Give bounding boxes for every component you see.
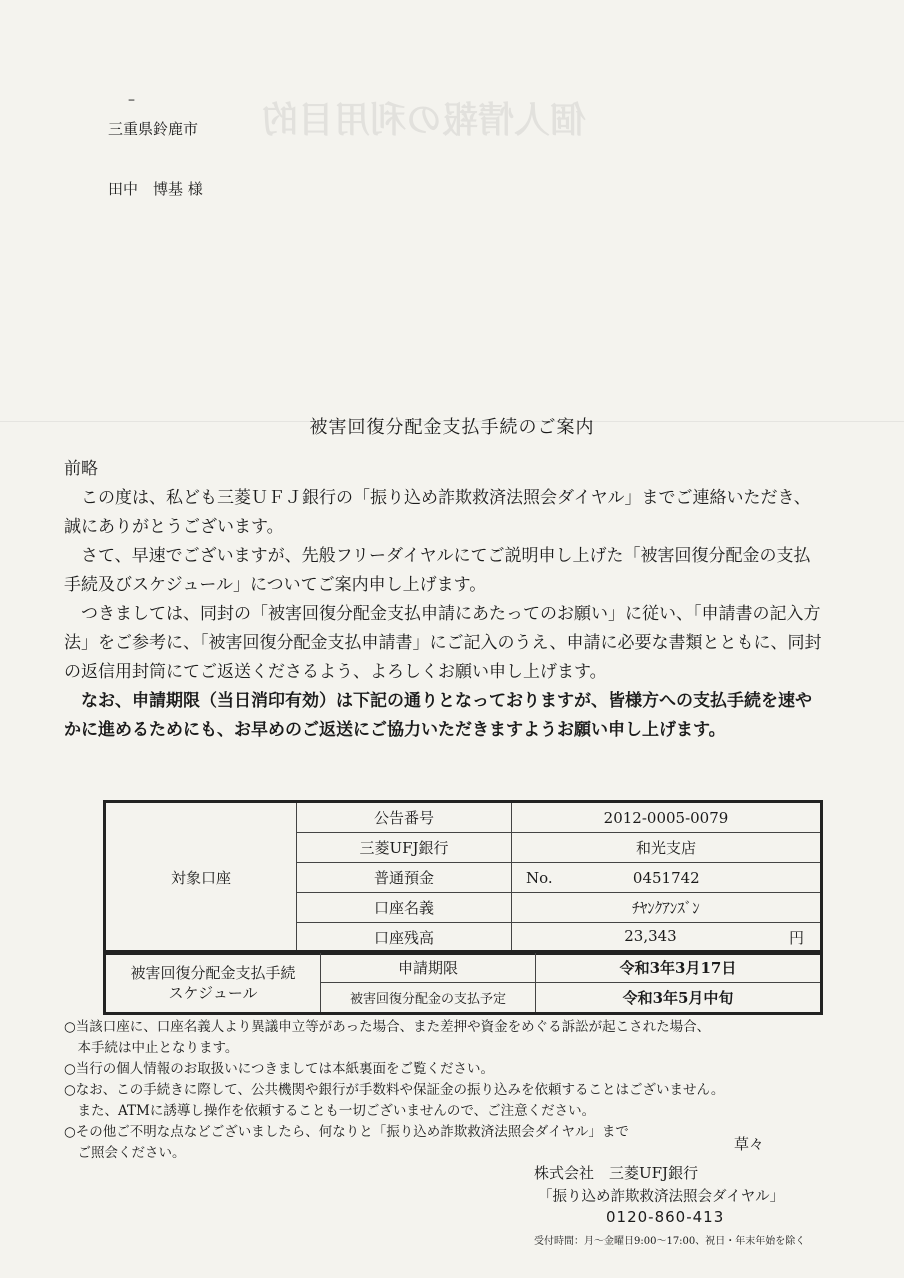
paragraph-2: さて、早速でございますが、先般フリーダイヤルにてご説明申し上げた「被害回復分配金の支払手続及びスケジュール」についてご案内申し上げます。 [64, 546, 811, 595]
note-line: また、ATMに誘導し操作を依頼することも一切ございませんので、ご注意ください。 [64, 1103, 596, 1119]
schedule-header-line-1: 被害回復分配金支払手続 [130, 963, 296, 982]
note-line: ○当該口座に、口座名義人より異議申立等があった場合、また差押や資金をめぐる訴訟が起こされた場合、 [64, 1019, 711, 1035]
address-city: 三重県鈴鹿市 [108, 120, 199, 138]
paragraph-4: なお、申請期限（当日消印有効）は下記の通りとなっておりますが、皆様方への支払手続を速やかに進めるためにも、お早めのご返送にご協力いただきますようお願い申し上げます。 [64, 691, 812, 740]
schedule-label: 申請期限 [321, 952, 536, 983]
page-title: 被害回復分配金支払手続のご案内 [309, 417, 595, 438]
balance-value: 23,343 [624, 927, 677, 945]
account-row-header: 対象口座 [105, 802, 297, 954]
notes [64, 1017, 844, 1164]
account-value: 和光支店 [512, 833, 822, 863]
account-holder: ﾁﾔﾝｸｱﾝｽﾞﾝ [512, 893, 822, 923]
greeting: 前略 [64, 459, 98, 479]
company-name: 株式会社 三菱UFJ銀行 [534, 1164, 699, 1182]
business-hours: 受付時間：月～金曜日9:00～17:00、祝日・年末年始を除く [534, 1236, 806, 1247]
show-through-heading: 個人情報の利用目的 [262, 100, 587, 141]
schedule-table [103, 950, 823, 1015]
note-line: ○なお、この手続きに際して、公共機関や銀行が手数料や保証金の振り込みを依頼することはございません。 [64, 1082, 725, 1098]
note-line: ○当行の個人情報のお取扱いにつきましては本紙裏面をご覧ください。 [64, 1061, 495, 1077]
account-label: 口座名義 [297, 893, 512, 923]
letter-body [64, 455, 824, 745]
account-label: 三菱UFJ銀行 [297, 833, 512, 863]
address-dash: – [128, 92, 135, 108]
recipient-name: 田中 博基 様 [108, 180, 203, 198]
schedule-value: 令和3年5月中旬 [536, 983, 822, 1014]
phone-number: 0120-860-413 [606, 1208, 725, 1226]
account-number-prefix: No. [526, 868, 553, 887]
dial-name: 「振り込め詐欺救済法照会ダイヤル」 [538, 1189, 785, 1205]
note-line: ○その他ご不明な点などございましたら、何なりと「振り込め詐欺救済法照会ダイヤル」まで [64, 1124, 629, 1140]
note-line: ご照会ください。 [64, 1145, 186, 1161]
closing: 草々 [734, 1135, 765, 1153]
schedule-value: 令和3年3月17日 [536, 952, 822, 983]
schedule-label: 被害回復分配金の支払予定 [321, 983, 536, 1014]
balance-unit: 円 [788, 929, 804, 947]
account-number-cell [512, 863, 822, 893]
balance-cell [512, 923, 822, 954]
schedule-header-line-2: スケジュール [168, 983, 258, 1002]
account-table [103, 800, 823, 955]
schedule-row-header [105, 952, 321, 1014]
account-value: 2012-0005-0079 [512, 802, 822, 833]
note-line: 本手続は中止となります。 [64, 1040, 239, 1056]
paragraph-3: つきましては、同封の「被害回復分配金支払申請にあたってのお願い」に従い、「申請書の記入方法」をご参考に、「被害回復分配金支払申請書」にご記入のうえ、申請に必要な書類とともに、同封の返信用封筒にてご返送くださるよう、よろしくお願い申し上げます。 [64, 604, 822, 682]
account-label: 普通預金 [297, 863, 512, 893]
account-label: 公告番号 [297, 802, 512, 833]
account-label: 口座残高 [297, 923, 512, 954]
paragraph-1: この度は、私ども三菱ＵＦＪ銀行の「振り込め詐欺救済法照会ダイヤル」までご連絡いただき、誠にありがとうございます。 [64, 488, 811, 537]
account-number: 0451742 [632, 868, 700, 887]
